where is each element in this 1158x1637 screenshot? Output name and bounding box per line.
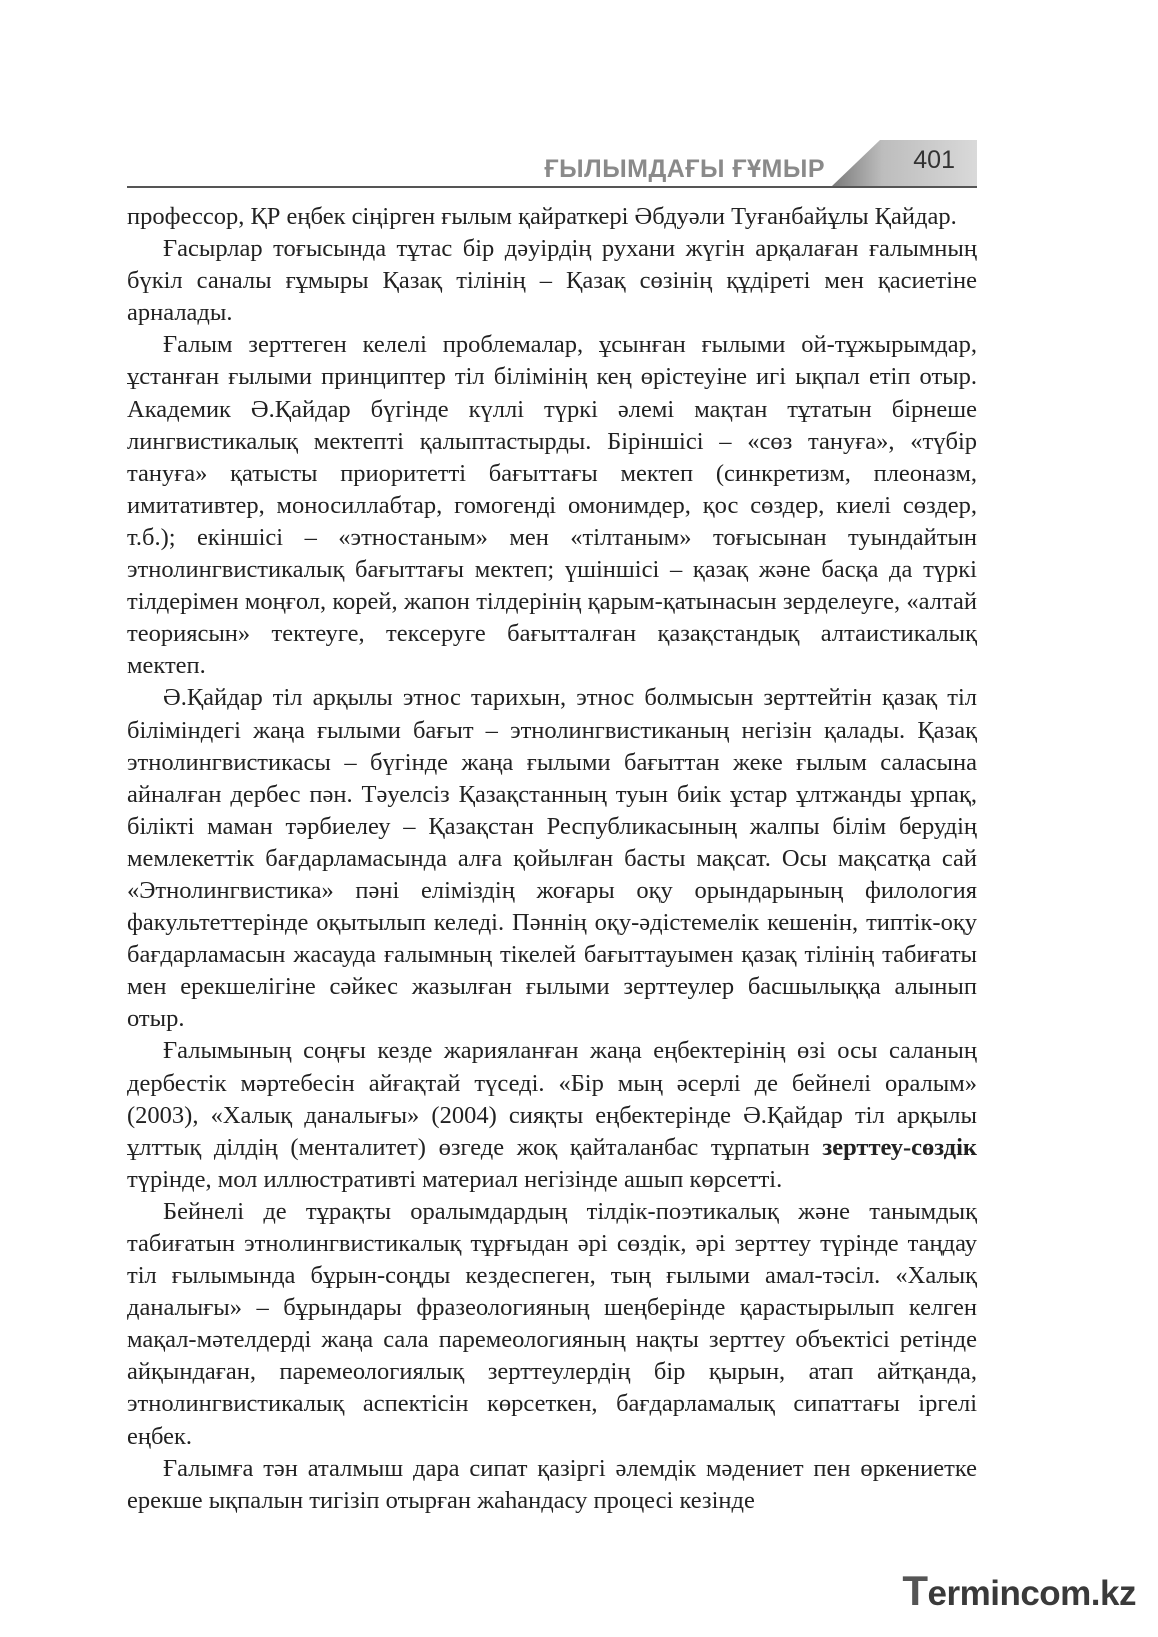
page-number-tab — [832, 140, 977, 186]
paragraph-text: түрінде, мол иллюстративті материал негізінде ашып көрсетті. — [127, 1165, 783, 1193]
watermark-text: ermincom.kz — [927, 1574, 1136, 1613]
paragraph: Ғасырлар тоғысында тұтас бір дәуірдің рухани жүгін арқалаған ғалымның бүкіл саналы ғұмыры Қазақ тілінің – Қазақ сөзінің құдіреті мен қасиетіне арналады. — [127, 235, 977, 327]
header-rule — [127, 186, 977, 188]
paragraph: Ә.Қайдар тіл арқылы этнос тарихын, этнос болмысын зерттейтін қазақ тіл біліміндегі жаңа ғылыми бағыт – этнолингвистиканың негізін қалады. Қазақ этнолингвистикасы – бүгінде жаңа ғылыми бағыттан жеке ғылым саласына айналған дербес пән. Тәуелсіз Қазақстанның туын биік ұстар ұлтжанды ұрпақ, білікті маман тәрбиелеу – Қазақстан Республикасының жалпы білім берудің мемлекеттік бағдарламасында алға қойылған басты мақсат. Осы мақсатқа сай «Этнолингвистика» пәні еліміздің жоғары оқу орындарының филология факультеттерінде оқытылып келеді. Пәннің оқу-әдістемелік кешенін, типтік-оқу бағдарламасын жасауда ғалымның тікелей бағыттауымен қазақ тілінің табиғаты мен ерекшелігіне сәйкес жазылған ғылыми зерттеулер басшылыққа алынып отыр. — [127, 684, 977, 1033]
paragraph: Ғалымға тән аталмыш дара сипат қазіргі әлемдік мәдениет пен өркениетке ерекше ықпалын тигізіп отырған жаһандасу процесі кезінде — [127, 1454, 977, 1514]
page-number: 401 — [913, 146, 955, 174]
paragraph — [127, 1035, 977, 1195]
body-text — [127, 201, 977, 1517]
paragraph: профессор, ҚР еңбек сіңірген ғылым қайраткері Әбдуәли Туғанбайұлы Қайдар. — [127, 203, 957, 230]
running-header — [127, 138, 977, 188]
paragraph: Ғалым зерттеген келелі проблемалар, ұсынған ғылыми ой-тұжырымдар, ұстанған ғылыми принциптер тіл білімінің кең өрістеуіне игі ықпал етіп отыр. Академик Ә.Қайдар бүгінде күллі түркі әлемі мақтан тұтатын бірнеше лингвистикалық мектепті қалыптастырды. Біріншісі – «сөз тануға», «түбір тануға» қатысты приоритетті бағыттағы мектеп (синкретизм, плеоназм, имитативтер, моносиллабтар, гомогенді омонимдер, қос сөздер, киелі сөздер, т.б.); екіншісі – «этностаным» мен «тілтаным» тоғысынан туындайтын этнолингвистикалық бағыттағы мектеп; үшіншісі – қазақ және басқа да түркі тілдерімен моңғол, корей, жапон тілдерінің қарым-қатынасын зерделеуге, «алтай теориясын» тектеуге, тексеруге бағытталған қазақстандық алтаистикалық мектеп. — [127, 331, 977, 680]
paragraph: Бейнелі де тұрақты оралымдардың тілдік-поэтикалық және танымдық табиғатын этнолингвистикалық тұрғыдан әрі сөздік, әрі зерттеу түрінде таңдау тіл ғылымында бұрын-соңды кездеспеген, тың ғылыми амал-тәсіл. «Халық даналығы» – бұрындары фразеологияның шеңберінде қарастырылып келген мақал-мәтелдерді жаңа сала паремеологияның нақты зерттеу объектісі ретінде айқындаған, паремеологиялық зерттеулердің бір қырын, атап айтқанда, этнолингвистикалық аспектісін көрсеткен, бағдарламалық сипаттағы іргелі еңбек. — [127, 1197, 977, 1450]
page-tab-shape — [832, 140, 977, 186]
site-watermark — [902, 1567, 1136, 1615]
bold-term: зерттеу-сөздік — [822, 1133, 977, 1161]
paragraph-text: Ғалымының соңғы кезде жарияланған жаңа еңбектерінің өзі осы саланың дербестік мәртебесін айғақтай түседі. «Бір мың әсерлі де бейнелі оралым» (2003), «Халық даналығы» (2004) сияқты еңбектерінде Ә.Қайдар тіл арқылы ұлттық ділдің (менталитет) өзгеде жоқ қайталанбас тұрпатын — [127, 1037, 977, 1161]
watermark-initial: T — [902, 1567, 928, 1614]
running-title: ҒЫЛЫМДАҒЫ ҒҰМЫР — [544, 155, 825, 183]
